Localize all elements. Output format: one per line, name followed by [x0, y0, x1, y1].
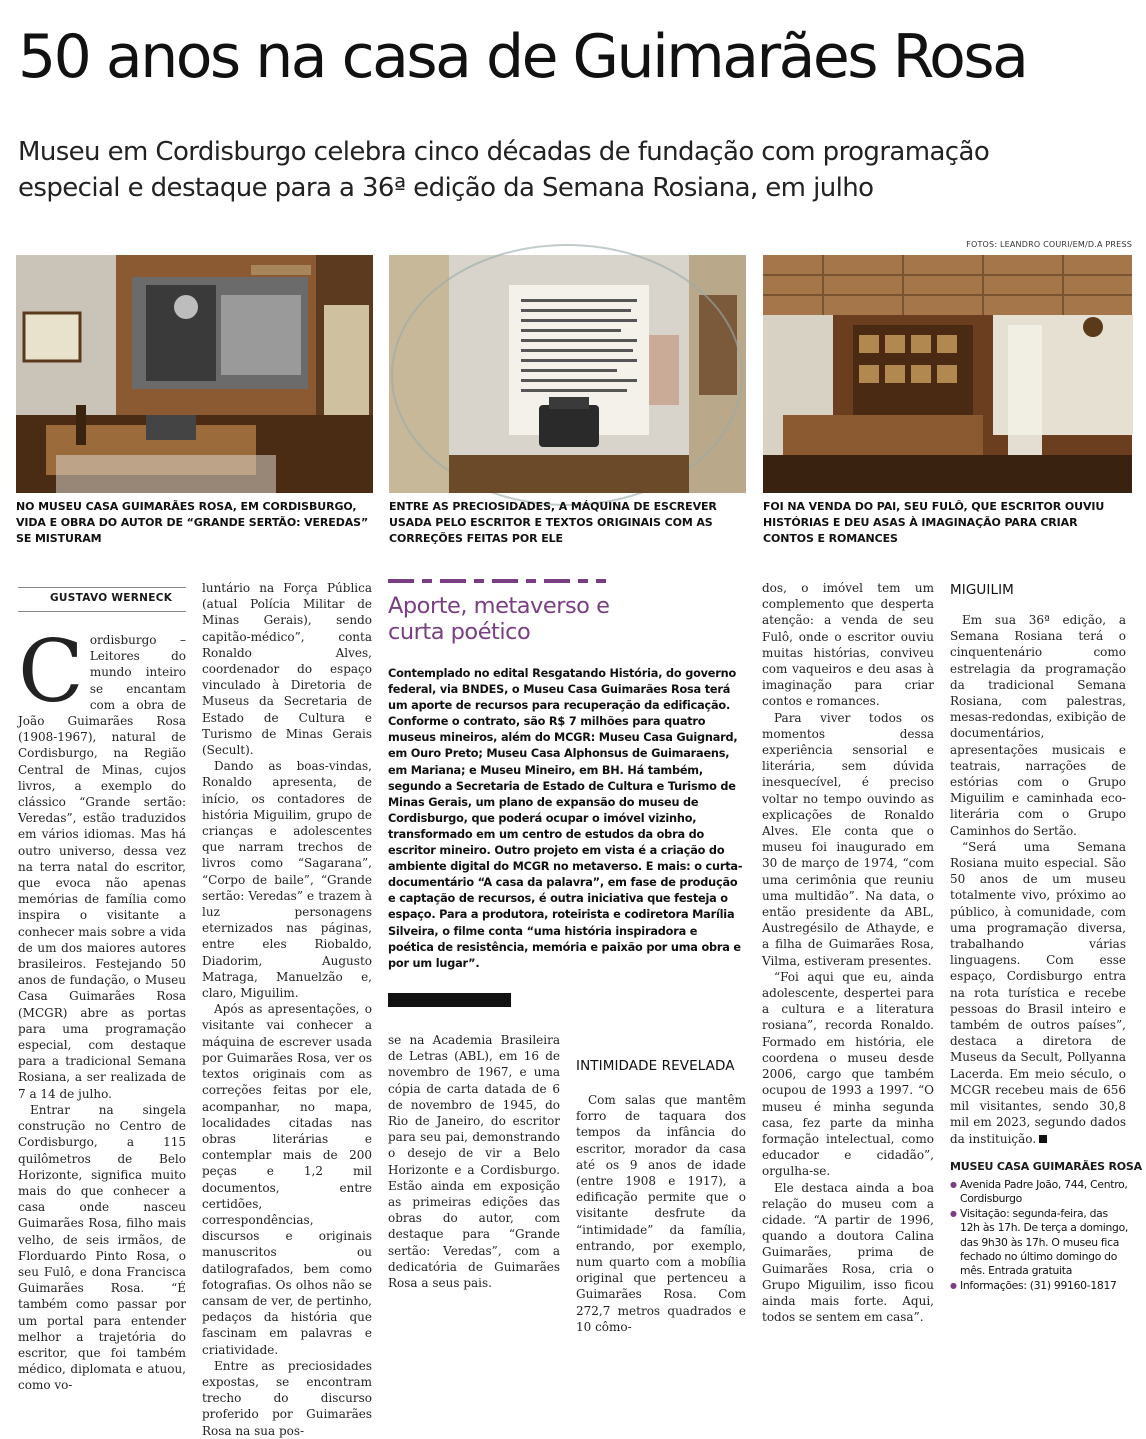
box-title: Aporte, metaverso e curta poético	[388, 593, 610, 645]
article-paragraph: Com salas que mantêm forro de taquara dos tempos da infância do escritor, morador da casa até os 9 anos de idade (entre 1908 e 1917), a edificação permite que o visitante desfrute da “intimidade” da família, entrando, por exemplo, num quarto com a mobília original que pertenceu a Guimarães Rosa. Com 272,7 metros quadrados e 10 cômo-	[576, 1093, 746, 1334]
article-paragraph: Entre as preciosidades expostas, se encontram trecho do discurso proferido por Guimarães Rosa na sua pos-	[202, 1358, 372, 1438]
info-address: ● Avenida Padre João, 744, Centro, Cordisburgo	[950, 1178, 1130, 1207]
end-mark	[1039, 1135, 1047, 1143]
article-paragraph: luntário na Força Pública (atual Polícia Militar de Minas Gerais), sendo capitão-médico”, conta Ronaldo Alves, coordenador do espaço vinculado à Diretoria de Museus da Secretaria de Estado de Cultura e Turismo de Minas Gerais (Secult).	[202, 581, 372, 758]
article-paragraph: Após as apresentações, o visitante vai conhecer a máquina de escrever usada por Guimarães Rosa, ver os textos originais com as correções feitas por ele, acompanhar, no mapa, localidades citadas nas obras literárias e contemplar mais de 200 peças e 1,2 mil documentos, entre certidões, correspondências, discursos e originais manuscritos ou datilografados, bem como fotografias. Os olhos não se cansam de ver, de pertinho, pedaços da história que fascinam em palavras e criatividade.	[202, 1002, 372, 1357]
article-paragraph: dos, o imóvel tem um complemento que desperta atenção: a venda de seu Fulô, onde o escritor ouviu muitas histórias, conviveu com vaqueiros e deu asas à imaginação para criar contos e romances.	[762, 581, 934, 709]
article-column-4	[576, 1092, 746, 1334]
box-end-bar	[388, 993, 511, 1007]
subheadline: Museu em Cordisburgo celebra cinco décadas de fundação com programação especial e destaque para a 36ª edição da Semana Rosiana, em julho	[18, 137, 990, 203]
article-column-5	[762, 580, 934, 1325]
byline: GUSTAVO WERNECK	[50, 592, 173, 604]
section-title-miguilim: MIGUILIM	[950, 582, 1014, 598]
box-text: Contemplado no edital Resgatando História, do governo federal, via BNDES, o Museu Casa Guimarães Rosa terá um aporte de recursos para recuperação da edificação. Conforme o contrato, são R$ 7 milhões para quatro museus mineiros, além do MCGR: Museu Casa Guignard, em Ouro Preto; Museu Casa Alphonsus de Guimaraens, em Mariana; e Museu Mineiro, em BH. Há também, segundo a Secretaria de Estado de Cultura e Turismo de Minas Gerais, um plano de expansão do museu de Cordisburgo, que poderá ocupar o imóvel vizinho, transformado em um centro de estudos da obra do escritor mineiro. Outro projeto em vista é a criação do ambiente digital do MCGR no metaverso. E mais: o curta-documentário “A casa da palavra”, em fase de produção e captação de recursos, é outra iniciativa que festeja o espaço. Para a produtora, roteirista e codiretora Marília Silveira, o filme conta “uma história inspiradora e poética de resistência, memória e paixão por uma obra e por um lugar”.	[388, 667, 743, 970]
article-paragraph: se na Academia Brasileira de Letras (ABL), em 16 de novembro de 1967, e uma cópia de carta datada de 6 de novembro de 1945, do Rio de Janeiro, do escritor para seu pai, demonstrando o desejo de vir a Belo Horizonte e a Cordisburgo. Estão ainda em exposição as primeiras edições das obras do autor, com destaque para “Grande sertão: Veredas”, com a dedicatória de Guimarães Rosa a seus pais.	[388, 1033, 560, 1291]
photo-caption: FOI NA VENDA DO PAI, SEU FULÔ, QUE ESCRITOR OUVIU HISTÓRIAS E DEU ASAS À IMAGINAÇÃO PARA CRIAR CONTOS E ROMANCES	[763, 500, 1105, 545]
article-paragraph: Ele destaca ainda a boa relação do museu com a cidade. “A partir de 1996, quando a doutora Calina Guimarães, prima de Guimarães Rosa, cria o Grupo Miguilim, isso ficou ainda mais forte. Aqui, todos se sentem em casa”.	[762, 1180, 934, 1325]
article-paragraph: Em sua 36ª edição, a Semana Rosiana terá o cinquentenário como estrelagia da programação da tradicional Semana Rosiana, com palestras, mesas-redondas, exibição de documentários, apresentações musicais e teatrais, narrações de estórias com o Grupo Miguilim e caminhada eco-literária com o Grupo Caminhos do Sertão.	[950, 613, 1126, 838]
info-phone: ● Informações: (31) 99160-1817	[950, 1279, 1130, 1293]
byline-rule-bottom	[18, 611, 186, 612]
byline-rule-top	[18, 587, 186, 588]
article-column-3	[388, 1032, 560, 1322]
article-column-2	[202, 580, 372, 1438]
drop-cap: C	[18, 622, 84, 722]
article-paragraph: Cordisburgo – Leitores do mundo inteiro se encantam com a obra de João Guimarães Rosa (1908-1967), natural de Cordisburgo, na Região Central de Minas, cujos livros, a exemplo do clássico “Grande sertão: Veredas”, estão traduzidos em vários idiomas. Mas há outro universo, dessa vez na terra natal do escritor, que evoca não apenas memórias de família como inspira o visitante a conhecer mais sobre a vida de um dos maiores autores brasileiros. Festejando 50 anos de fundação, o Museu Casa Guimarães Rosa (MCGR) abre as portas para uma programação especial, com destaque para a tradicional Semana Rosiana, a ser realizada de 7 a 14 de julho.	[18, 622, 186, 1101]
photo-caption: NO MUSEU CASA GUIMARÃES ROSA, EM CORDISBURGO, VIDA E OBRA DO AUTOR DE “GRANDE SERTÃO: VEREDAS” SE MISTURAM	[16, 500, 369, 545]
info-list	[950, 1178, 1130, 1293]
article-paragraph: “Foi aqui que eu, ainda adolescente, despertei para a cultura e a literatura rosiana”, recorda Ronaldo. Formado em história, ele coordena o museu desde 2006, cargo que também ocupou de 1993 a 1997. “O museu é minha segunda casa, fez parte da minha formação intelectual, como educador e cidadão”, orgulha-se.	[762, 969, 934, 1179]
headline: 50 anos na casa de Guimarães Rosa	[18, 22, 1027, 92]
article-column-6	[950, 612, 1126, 1146]
photo-study-room	[16, 255, 373, 493]
article-paragraph: Dando as boas-vindas, Ronaldo apresenta, de início, os contadores de história Miguilim, grupo de crianças e adolescentes que narram trechos de livros como “Sagarana”, “Corpo de baile”, “Grande sertão: Veredas” e trazem à luz personagens eternizados nas páginas, entre eles Riobaldo, Diadorim, Augusto Matraga, Manuelzão e, claro, Miguilim.	[202, 759, 372, 1001]
article-paragraph: “Será uma Semana Rosiana muito especial. São 50 anos de um museu totalmente vivo, próximo ao público, à comunidade, com uma programação diversa, trabalhando várias linguagens. Com esse espaço, Cordisburgo entra na rota turística e recebe pessoas do Brasil inteiro e também de outros países”, destaca a diretora de Museus da Secult, Pollyanna Lacerda. Em meio século, o MCGR recebeu mais de 656 mil visitantes, sendo 30,8 mil em 2023, segundo dados da instituição.	[950, 839, 1126, 1146]
box-dash-rule	[388, 577, 606, 585]
section-title-intimidade: INTIMIDADE REVELADA	[576, 1058, 735, 1074]
info-visiting-hours: ● Visitação: segunda-feira, das 12h às 17h. De terça a domingo, das 9h30 às 17h. O museu fica fechado no último domingo do mês. Entrada gratuita	[950, 1207, 1130, 1279]
article-paragraph: Entrar na singela construção no Centro de Cordisburgo, a 115 quilômetros de Belo Horizonte, significa muito mais do que conhecer a casa onde nasceu Guimarães Rosa, filho mais velho, de seis irmãos, de Florduardo Pinto Rosa, o seu Fulô, e dona Francisca Guimarães Rosa. “É também como passar por um portal para entender melhor a trajetória do escritor, que foi também médico, diplomata e atuou, como vo-	[18, 1102, 186, 1393]
photo-typewriter	[389, 255, 746, 493]
photo-credit: FOTOS: LEANDRO COURI/EM/D.A PRESS	[966, 240, 1132, 249]
article-column-1	[18, 622, 186, 1393]
info-title: MUSEU CASA GUIMARÃES ROSA	[950, 1160, 1142, 1173]
photo-store-room	[763, 255, 1132, 493]
photo-caption: ENTRE AS PRECIOSIDADES, A MÁQUINA DE ESCREVER USADA PELO ESCRITOR E TEXTOS ORIGINAIS COM AS CORREÇÕES FEITAS POR ELE	[389, 500, 717, 545]
article-paragraph: Para viver todos os momentos dessa experiência sensorial e literária, sem dúvida inesquecível, é preciso voltar no tempo ouvindo as explicações de Ronaldo Alves. Ele conta que o museu foi inaugurado em 30 de março de 1974, “com uma cerimônia que reuniu uma multidão”. Na data, o então presidente da ABL, Austregésilo de Athayde, e a filha de Guimarães Rosa, Vilma, estiveram presentes.	[762, 710, 934, 968]
